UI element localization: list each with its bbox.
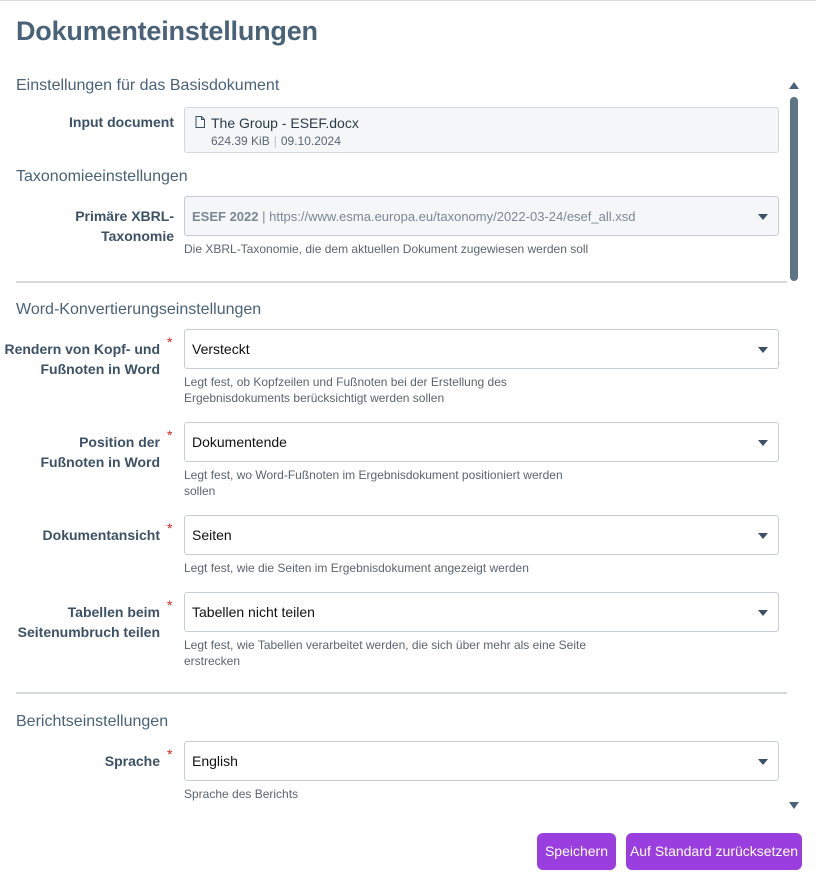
file-meta [211, 134, 341, 148]
header-footer-label: Rendern von Kopf- und Fußnoten in Word [4, 341, 160, 377]
input-document-label: Input document [69, 114, 174, 130]
language-value: English [192, 753, 238, 769]
required-marker: * [167, 334, 173, 350]
footnote-position-select[interactable] [184, 422, 779, 462]
scroll-up-arrow-icon[interactable] [789, 82, 799, 89]
taxonomy-select[interactable] [184, 196, 779, 236]
taxonomy-value-url: | https://www.esma.europa.eu/taxonomy/2022-03-24/esef_all.xsd [258, 209, 636, 224]
document-view-select[interactable] [184, 515, 779, 555]
taxonomy-help: Die XBRL-Taxonomie, die dem aktuellen Dokument zugewiesen werden soll [184, 242, 589, 256]
chevron-down-icon [758, 440, 768, 446]
footnote-position-value: Dokumentende [192, 434, 287, 450]
document-view-value: Seiten [192, 527, 232, 543]
divider [16, 692, 787, 694]
top-divider [0, 0, 816, 1]
footnote-position-help: Legt fest, wo Word-Fußnoten im Ergebnisdokument positioniert werden sollen [184, 468, 563, 498]
chevron-down-icon [758, 533, 768, 539]
file-meta-separator: | [273, 134, 277, 148]
language-help: Sprache des Berichts [184, 787, 299, 801]
document-view-help: Legt fest, wie die Seiten im Ergebnisdokument angezeigt werden [184, 561, 529, 575]
taxonomy-label: Primäre XBRL-Taxonomie [75, 208, 174, 244]
taxonomy-value-name: ESEF 2022 [192, 209, 259, 224]
reset-defaults-button[interactable]: Auf Standard zurücksetzen [626, 833, 802, 870]
input-document-file[interactable] [184, 107, 779, 153]
chevron-down-icon [758, 214, 768, 220]
taxonomy-value [192, 209, 635, 224]
header-footer-help: Legt fest, ob Kopfzeilen und Fußnoten bei der Erstellung des Ergebnisdokuments berücksichtigt werden sollen [184, 375, 507, 405]
required-marker: * [167, 597, 173, 613]
page-title: Dokumenteinstellungen [16, 16, 318, 46]
document-view-label: Dokumentansicht [42, 527, 160, 543]
required-marker: * [167, 746, 173, 762]
section-title-word: Word-Konvertierungseinstellungen [16, 301, 262, 318]
section-title-report: Berichtseinstellungen [16, 713, 169, 730]
section-title-taxonomy: Taxonomieeinstellungen [16, 168, 188, 185]
file-size: 624.39 KiB [211, 134, 270, 148]
chevron-down-icon [758, 347, 768, 353]
scrollbar-thumb[interactable] [790, 97, 798, 281]
chevron-down-icon [758, 610, 768, 616]
split-tables-label: Tabellen beim Seitenumbruch teilen [17, 604, 160, 640]
file-icon [195, 116, 205, 128]
language-label: Sprache [104, 753, 160, 769]
footnote-position-label: Position der Fußnoten in Word [40, 434, 160, 470]
file-date: 09.10.2024 [280, 134, 341, 148]
required-marker: * [167, 520, 173, 536]
divider [16, 281, 787, 283]
header-footer-select[interactable] [184, 329, 779, 369]
split-tables-help: Legt fest, wie Tabellen verarbeitet werden, die sich über mehr als eine Seite erstrecken [184, 638, 587, 668]
chevron-down-icon [758, 759, 768, 765]
split-tables-select[interactable] [184, 592, 779, 632]
save-button[interactable]: Speichern [537, 833, 616, 870]
file-name: The Group - ESEF.docx [211, 115, 359, 131]
scroll-down-arrow-icon[interactable] [789, 802, 799, 809]
section-title-basis: Einstellungen für das Basisdokument [16, 77, 280, 94]
split-tables-value: Tabellen nicht teilen [192, 604, 315, 620]
required-marker: * [167, 427, 173, 443]
language-select[interactable] [184, 741, 779, 781]
header-footer-value: Versteckt [192, 341, 250, 357]
